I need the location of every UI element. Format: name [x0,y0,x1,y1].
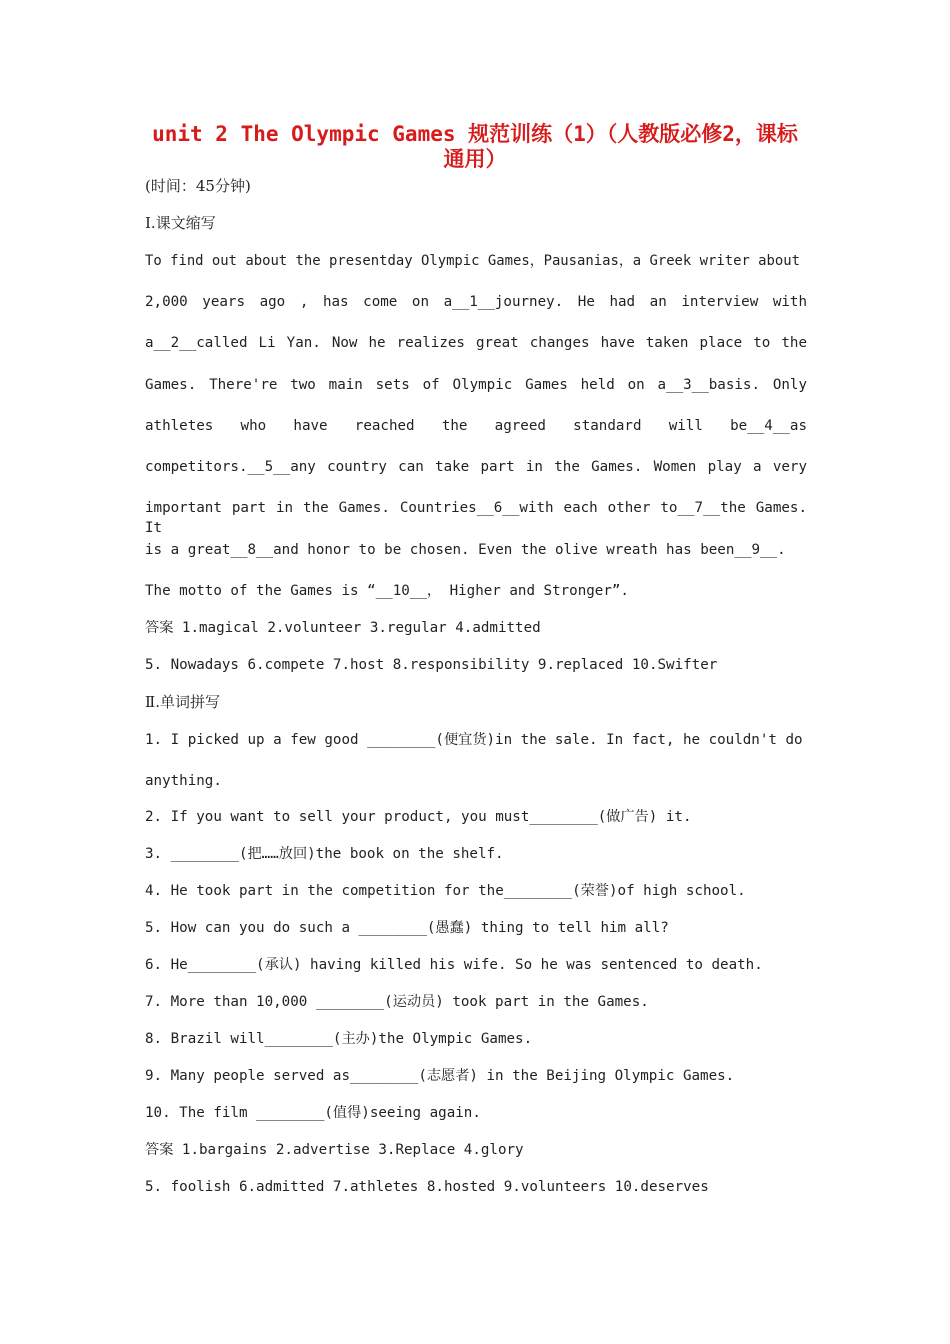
question-line: anything. [145,773,222,789]
paragraph-line: Games. There're two main sets of Olympic Games held on a__3__basis. Only [145,377,807,393]
question-line: 1. I picked up a few good ________(便宜货)in the sale. In fact, he couldn't do [145,732,803,748]
section1-heading: Ⅰ.课文缩写 [145,214,216,232]
answer-line: 5. Nowadays 6.compete 7.host 8.responsibility 9.replaced 10.Swifter [145,657,718,673]
answer-line: 5. foolish 6.admitted 7.athletes 8.hosted 9.volunteers 10.deserves [145,1179,709,1195]
time-note: (时间：45分钟) [145,177,251,195]
paragraph-line: competitors.__5__any country can take part in the Games. Women play a very [145,459,807,475]
question-line: 6. He________(承认) having killed his wife. So he was sentenced to death. [145,957,763,973]
paragraph-line: 2,000 years ago , has come on a__1__journey. He had an interview with [145,294,807,310]
question-line: 9. Many people served as________(志愿者) in the Beijing Olympic Games. [145,1068,735,1084]
paragraph-line: a__2__called Li Yan. Now he realizes great changes have taken place to the [145,335,807,351]
document-title [145,122,805,172]
question-line: 10. The film ________(值得)seeing again. [145,1105,481,1121]
paragraph-line: To find out about the presentday Olympic Games，Pausanias，a Greek writer about [145,253,800,269]
question-line: 5. How can you do such a ________(愚蠢) thing to tell him all? [145,920,669,936]
question-line: 2. If you want to sell your product, you must________(做广告) it. [145,809,692,825]
section2-heading: Ⅱ.单词拼写 [145,693,220,711]
paragraph-line: athletes who have reached the agreed standard will be__4__as [145,418,807,434]
answer-line: 答案 1.magical 2.volunteer 3.regular 4.admitted [145,620,541,636]
paragraph-line: is a great__8__and honor to be chosen. Even the olive wreath has been__9__. [145,542,786,558]
question-line: 7. More than 10,000 ________(运动员) took part in the Games. [145,994,649,1010]
question-line: 4. He took part in the competition for the________(荣誉)of high school. [145,883,746,899]
question-line: 8. Brazil will________(主办)the Olympic Games. [145,1031,533,1047]
paragraph-line: The motto of the Games is “__10__， Higher and Stronger”. [145,583,629,599]
answer-line: 答案 1.bargains 2.advertise 3.Replace 4.glory [145,1142,524,1158]
paragraph-line: important part in the Games. Countries__6__with each other to__7__the Games. It [145,500,807,536]
title-line-1: unit 2 The Olympic Games 规范训练（1）（人教版必修2，课标 [152,122,798,146]
question-line: 3. ________(把……放回)the book on the shelf. [145,846,504,862]
title-line-2: 通用） [443,147,507,171]
